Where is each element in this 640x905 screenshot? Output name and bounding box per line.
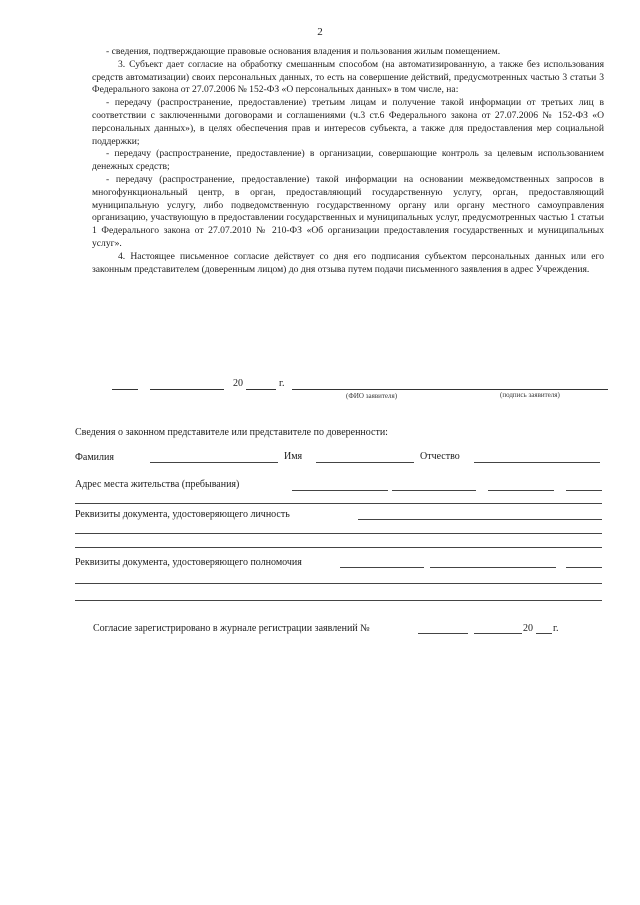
address-field-2[interactable] xyxy=(392,490,476,491)
paragraph-transfer-third-parties: - передачу (распространение, предоставление) третьим лицам и получение такой информации от третьих лиц в соответствии с заключенными договорами и соглашениями (ч.3 ст.6 Федерального закона от 27.07.2006 № 152-ФЗ «О персональных данных»), в целях обеспечения прав и интересов субъекта, а также для предоставления мер социальной поддержки; xyxy=(92,97,604,147)
consent-body xyxy=(92,46,604,276)
authority-document-field-1[interactable] xyxy=(340,567,424,568)
address-field-line-2[interactable] xyxy=(75,503,602,504)
applicant-name-signature-blank[interactable] xyxy=(292,379,608,390)
registration-year-suffix: г. xyxy=(553,623,559,634)
surname-label: Фамилия xyxy=(75,452,114,463)
address-label: Адрес места жительства (пребывания) xyxy=(75,479,240,490)
paragraph-transfer-interagency: - передачу (распространение, предоставление) такой информации на основании межведомственных запросов в многофункциональный центр, в орган, предоставляющий государственную услугу, орган, предоставляющий муниципальную услугу, либо подведомственную государственному органу или органу местного самоуправления организацию, участвующую в предоставлении государственных и муниципальных услуг, предусмотренных частью 1 статьи 1 Федерального закона от 27.07.2010 № 210-ФЗ «Об организации предоставления государственных и муниципальных услуг». xyxy=(92,173,604,249)
day-blank[interactable] xyxy=(112,379,138,390)
authority-document-field-line-3[interactable] xyxy=(75,600,602,601)
sign-year-suffix: г. xyxy=(279,378,285,389)
paragraph-transfer-control-organizations: - передачу (распространение, предоставление) в организации, совершающие контроль за целевым использованием денежных средств; xyxy=(92,148,604,173)
patronymic-label: Отчество xyxy=(420,451,460,462)
registration-year-field[interactable] xyxy=(536,633,552,634)
authority-document-label: Реквизиты документа, удостоверяющего полномочия xyxy=(75,557,302,568)
id-document-label: Реквизиты документа, удостоверяющего личность xyxy=(75,509,290,520)
registration-date-field[interactable] xyxy=(474,633,522,634)
authority-document-field-2[interactable] xyxy=(430,567,556,568)
sign-year-blank[interactable] xyxy=(246,379,276,390)
address-field-3[interactable] xyxy=(488,490,554,491)
representative-heading: Сведения о законном представителе или представителе по доверенности: xyxy=(75,427,388,438)
sign-year-prefix: 20 xyxy=(233,378,243,389)
registration-year-prefix: 20 xyxy=(523,623,533,634)
id-document-field-line-3[interactable] xyxy=(75,547,602,548)
authority-document-field-line-2[interactable] xyxy=(75,583,602,584)
month-blank[interactable] xyxy=(150,379,224,390)
id-document-field-line-2[interactable] xyxy=(75,533,602,534)
address-field-4[interactable] xyxy=(566,490,602,491)
registration-number-field[interactable] xyxy=(418,633,468,634)
registration-text: Согласие зарегистрировано в журнале регистрации заявлений № xyxy=(93,623,370,634)
patronymic-field[interactable] xyxy=(474,462,600,463)
address-field-1[interactable] xyxy=(292,490,388,491)
name-label: Имя xyxy=(284,451,303,462)
id-document-field[interactable] xyxy=(358,519,602,520)
paragraph-4-validity: 4. Настоящее письменное согласие действует со дня его подписания субъектом персональных данных или его законным представителем (доверенным лицом) до дня отзыва путем подачи письменного заявления в адрес Учреждения. xyxy=(92,250,604,275)
paragraph-3-processing-consent: 3. Субъект дает согласие на обработку смешанным способом (на автоматизированную, а также без использования средств автоматизации) своих персональных данных, то есть на совершение действий, предусмотренных частью 3 статьи 3 Федерального закона от 27.07.2006 № 152-ФЗ «О персональных данных» в том числе, на: xyxy=(92,58,604,96)
page-number: 2 xyxy=(317,26,323,38)
caption-signature: (подпись заявителя) xyxy=(500,391,560,399)
name-field[interactable] xyxy=(316,462,414,463)
surname-field[interactable] xyxy=(150,462,278,463)
paragraph-housing-rights: - сведения, подтверждающие правовые основания владения и пользования жилым помещением. xyxy=(106,46,501,57)
authority-document-field-3[interactable] xyxy=(566,567,602,568)
caption-fio: (ФИО заявителя) xyxy=(346,392,398,400)
